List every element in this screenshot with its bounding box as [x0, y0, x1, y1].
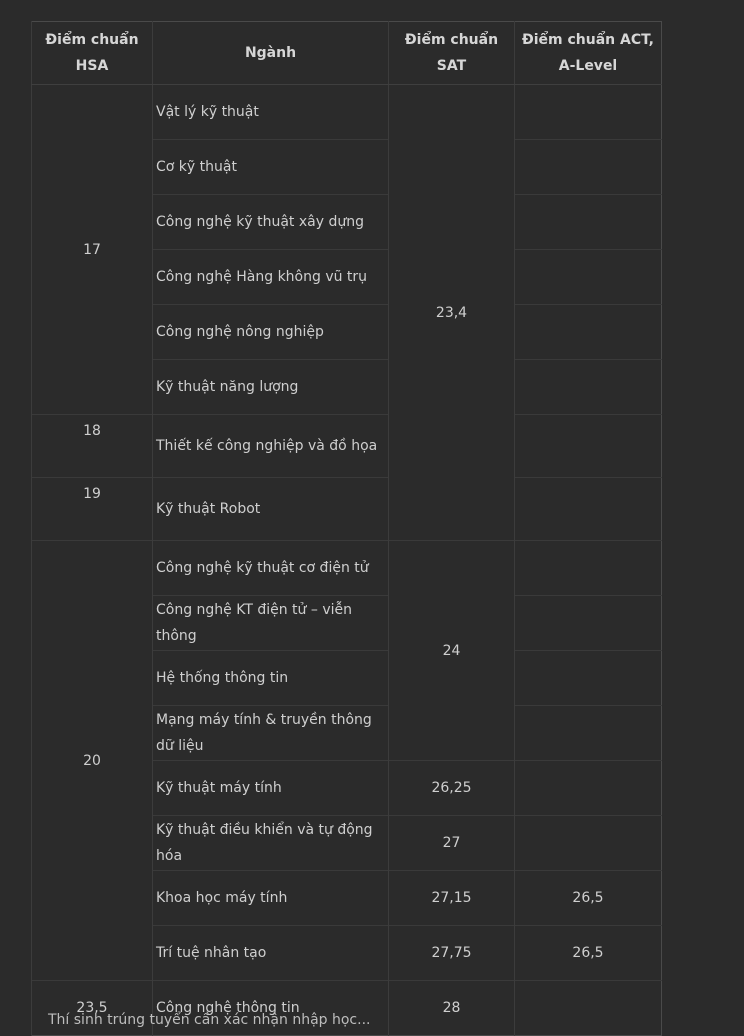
major-name: Mạng máy tính & truyền thông dữ liệu: [153, 706, 389, 761]
major-name: Kỹ thuật năng lượng: [153, 360, 389, 415]
sat-score: 26,25: [389, 761, 515, 816]
header-sat: Điểm chuẩn SAT: [389, 22, 515, 85]
major-name: Công nghệ Hàng không vũ trụ: [153, 250, 389, 305]
footer-note: Thí sinh trúng tuyển cần xác nhận nhập học...: [48, 1012, 371, 1028]
act-score-empty: [515, 541, 662, 596]
sat-score: 28: [389, 981, 515, 1036]
sat-score: 27,15: [389, 871, 515, 926]
act-score-empty: [515, 596, 662, 651]
hsa-score: 19: [32, 478, 153, 541]
act-score: 26,5: [515, 871, 662, 926]
major-name: Vật lý kỹ thuật: [153, 85, 389, 140]
major-name: Kỹ thuật máy tính: [153, 761, 389, 816]
major-name: Công nghệ kỹ thuật cơ điện tử: [153, 541, 389, 596]
act-score-empty: [515, 85, 662, 140]
major-name: Hệ thống thông tin: [153, 651, 389, 706]
hsa-score: 17: [32, 85, 153, 415]
act-score-empty: [515, 415, 662, 478]
major-name: Công nghệ kỹ thuật xây dựng: [153, 195, 389, 250]
hsa-score: 20: [32, 541, 153, 981]
act-score-empty: [515, 140, 662, 195]
act-score-empty: [515, 478, 662, 541]
sat-score: 27: [389, 816, 515, 871]
score-table-container: [31, 21, 661, 1036]
major-name: Công nghệ nông nghiệp: [153, 305, 389, 360]
major-name: Thiết kế công nghiệp và đồ họa: [153, 415, 389, 478]
table-row: [32, 478, 662, 541]
header-hsa: Điểm chuẩn HSA: [32, 22, 153, 85]
act-score-empty: [515, 195, 662, 250]
table-row: [32, 541, 662, 596]
act-score-empty: [515, 305, 662, 360]
act-score-empty: [515, 360, 662, 415]
major-name: Kỹ thuật điều khiển và tự động hóa: [153, 816, 389, 871]
major-name: Kỹ thuật Robot: [153, 478, 389, 541]
act-score-empty: [515, 706, 662, 761]
act-score-empty: [515, 761, 662, 816]
admission-score-table: [31, 21, 662, 1036]
header-act: Điểm chuẩn ACT, A-Level: [515, 22, 662, 85]
table-header-row: [32, 22, 662, 85]
table-row: [32, 415, 662, 478]
hsa-score: 18: [32, 415, 153, 478]
table-row: [32, 85, 662, 140]
hsa-score: 23,5: [32, 981, 153, 1036]
act-score: 26,5: [515, 926, 662, 981]
sat-score: 27,75: [389, 926, 515, 981]
sat-score: 24: [389, 541, 515, 761]
major-name: Cơ kỹ thuật: [153, 140, 389, 195]
act-score-empty: [515, 651, 662, 706]
act-score-empty: [515, 816, 662, 871]
sat-score: 23,4: [389, 85, 515, 541]
major-name: Công nghệ KT điện tử – viễn thông: [153, 596, 389, 651]
act-score-empty: [515, 250, 662, 305]
major-name: Khoa học máy tính: [153, 871, 389, 926]
major-name: Trí tuệ nhân tạo: [153, 926, 389, 981]
header-major: Ngành: [153, 22, 389, 85]
major-name: Công nghệ thông tin: [153, 981, 389, 1036]
